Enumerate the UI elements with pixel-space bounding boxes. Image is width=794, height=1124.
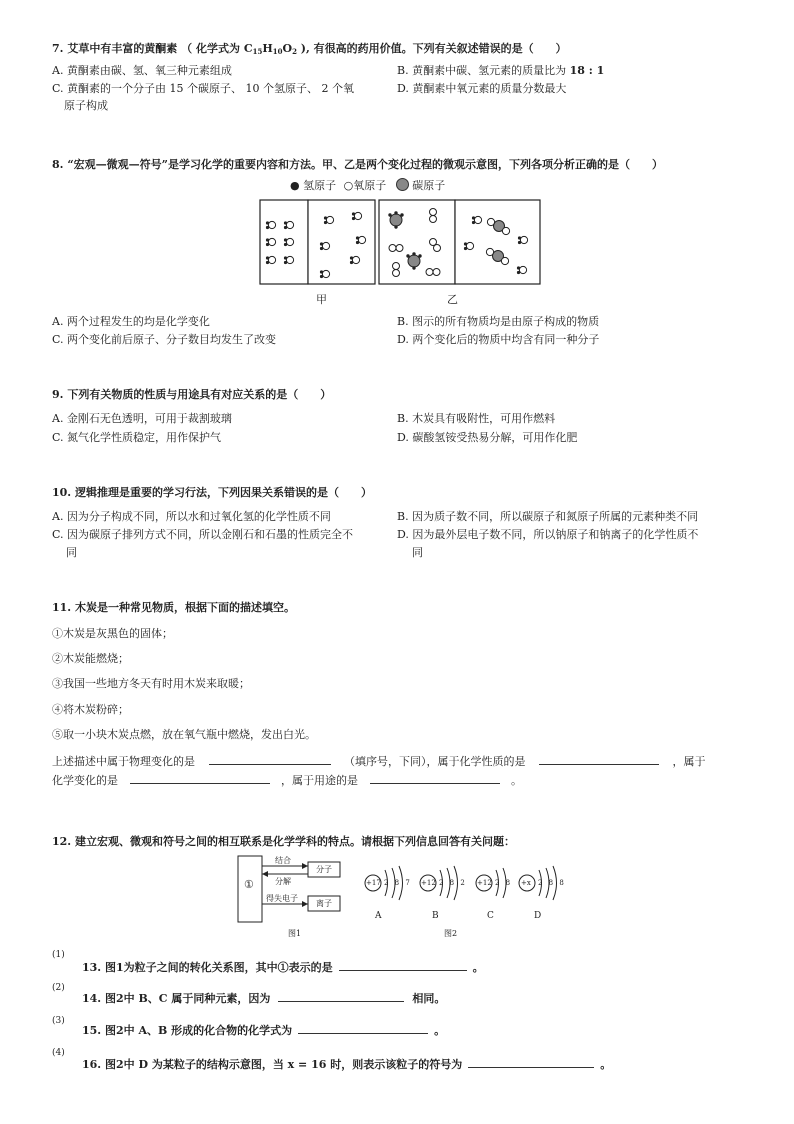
atom-b-label: B: [432, 911, 439, 921]
q11-item-2: ②木炭能燃烧；: [52, 652, 129, 665]
q7-stem-tail: ), 有很高的药用价值。下列有关叙述错误的是（ ）: [296, 42, 567, 55]
q12-stem: 12. 建立宏观、微观和符号之间的相互联系是化学学科的特点。请根据下列信息回答有关问题：: [52, 835, 515, 848]
q7-stem-text: 7. 艾草中有丰富的黄酮素 （ 化学式为: [52, 42, 244, 55]
q11-item-3: ③我国一些地方冬天有时用木炭来取暖；: [52, 677, 250, 690]
q7-option-c[interactable]: C. 黄酮素的一个分子由 15 个碳原子、 10 个氢原子、 2 个氧: [52, 82, 354, 95]
q12-sub2: 14. 图2中 B、C 属于同种元素，因为 相同。: [82, 989, 445, 1006]
q10-option-c[interactable]: C. 因为碳原子排列方式不同，所以金刚石和石墨的性质完全不: [52, 528, 354, 541]
q12-sub1: 13. 图1为粒子之间的转化关系图，其中①表示的是 。: [82, 958, 484, 975]
q12-sub1-number: (1): [52, 950, 65, 960]
q11-item-5: ⑤取一小块木炭点燃，放在氧气瓶中燃烧，发出白光。: [52, 728, 316, 741]
q10-option-d-cont: 同: [412, 546, 423, 559]
q7-option-c-cont: 原子构成: [64, 99, 108, 112]
q11-blank-chemical-property[interactable]: [539, 752, 659, 765]
q8-option-b[interactable]: B. 图示的所有物质均是由原子构成的物质: [397, 315, 600, 328]
q11-fill-line-2: 化学变化的是 ，属于用途的是 。: [52, 771, 522, 788]
atom-b-shells: 2 8 2: [439, 879, 467, 887]
q12-blank-1[interactable]: [339, 958, 467, 971]
q11-stem: 11. 木炭是一种常见物质，根据下面的描述填空。: [52, 601, 295, 614]
q7-option-a[interactable]: A. 黄酮素由碳、氢、氧三种元素组成: [52, 64, 232, 77]
q11-item-4: ④将木炭粉碎；: [52, 703, 129, 716]
carbon-circle-icon: [396, 178, 409, 191]
q12-sub4: 16. 图2中 D 为某粒子的结构示意图，当 x = 16 时，则表示该粒子的符号为 。: [82, 1055, 611, 1072]
q12-sub2-number: (2): [52, 983, 65, 993]
fig1-gain-lose-label: 得失电子: [266, 894, 298, 903]
q9-option-c[interactable]: C. 氮气化学性质稳定，用作保护气: [52, 431, 222, 444]
q12-sub4-number: (4): [52, 1048, 65, 1058]
fig1-combine-label: 结合: [275, 856, 291, 865]
q12-blank-2[interactable]: [278, 989, 404, 1002]
q8-legend: ● 氢原子 ○氧原子 碳原子: [290, 179, 446, 192]
q10-option-a[interactable]: A. 因为分子构成不同，所以水和过氧化氢的化学性质不同: [52, 510, 331, 523]
fig1-ion-label: 离子: [316, 899, 332, 908]
fig1-decompose-label: 分解: [275, 877, 291, 886]
fig2-caption: 图2: [444, 929, 458, 938]
q11-item-1: ①木炭是灰黑色的固体；: [52, 627, 173, 640]
q12-blank-3[interactable]: [298, 1021, 428, 1034]
atom-a-shells: 2 8 7: [384, 879, 412, 887]
atom-d-shells: 2 8 8: [538, 879, 566, 887]
q7-formula: $C_{15}H_{10}O_2$: [243, 42, 297, 56]
q7-option-b[interactable]: B. 黄酮素中碳、氢元素的质量比为 18 : 1: [397, 64, 605, 77]
q10-option-b[interactable]: B. 因为质子数不同，所以碳原子和氮原子所属的元素种类不同: [397, 510, 699, 523]
q8-option-c[interactable]: C. 两个变化前后原子、分子数目均发生了改变: [52, 333, 277, 346]
q9-stem: 9. 下列有关物质的性质与用途具有对应关系的是（ ）: [52, 388, 332, 401]
q9-option-b[interactable]: B. 木炭具有吸附性，可用作燃料: [397, 412, 556, 425]
q12-blank-4[interactable]: [468, 1055, 594, 1068]
q10-stem: 10. 逻辑推理是重要的学习行法，下列因果关系错误的是（ ）: [52, 486, 372, 499]
q9-option-a[interactable]: A. 金刚石无色透明，可用于裁割玻璃: [52, 412, 232, 425]
fig1-molecule-label: 分子: [316, 865, 332, 874]
q11-blank-usage[interactable]: [370, 771, 500, 784]
q8-stem: 8. “宏观—微观—符号”是学习化学的重要内容和方法。甲、乙是两个变化过程的微观示意图，下列各项分析正确的是（ ）: [52, 158, 663, 171]
fig1-circle-label: ①: [244, 878, 254, 891]
atom-d-label: D: [534, 911, 542, 921]
atom-a-nucleus: +17: [366, 879, 381, 887]
q11-blank-chemical-change[interactable]: [130, 771, 270, 784]
fig1-caption: 图1: [288, 929, 302, 938]
q10-option-d[interactable]: D. 因为最外层电子数不同，所以钠原子和钠离子的化学性质不: [397, 528, 699, 541]
atom-d-nucleus: +x: [521, 879, 531, 887]
q10-option-c-cont: 同: [66, 546, 77, 559]
q8-label-jia: 甲: [316, 293, 327, 306]
q12-sub3: 15. 图2中 A、B 形成的化合物的化学式为 。: [82, 1021, 445, 1038]
atom-c-shells: 2 8: [495, 879, 513, 887]
atom-b-nucleus: +12: [421, 879, 436, 887]
hydrogen-dot-icon: ●: [290, 179, 300, 192]
q8-diagram: [258, 198, 542, 288]
atom-c-nucleus: +12: [477, 879, 492, 887]
oxygen-circle-icon: ○: [343, 179, 354, 192]
atom-a-label: A: [375, 911, 382, 921]
q7-stem: [52, 40, 567, 56]
q9-option-d[interactable]: D. 碳酸氢铵受热易分解，可用作化肥: [397, 431, 578, 444]
q11-blank-physical-change[interactable]: [209, 752, 331, 765]
q11-fill-line-1: 上述描述中属于物理变化的是 （填序号，下同），属于化学性质的是 ，属于: [52, 752, 706, 769]
q8-label-yi: 乙: [447, 293, 458, 306]
q12-sub3-number: (3): [52, 1016, 65, 1026]
q8-option-a[interactable]: A. 两个过程发生的均是化学变化: [52, 315, 210, 328]
q8-option-d[interactable]: D. 两个变化后的物质中均含有同一种分子: [397, 333, 600, 346]
atom-c-label: C: [487, 911, 494, 921]
q7-option-d[interactable]: D. 黄酮素中氧元素的质量分数最大: [397, 82, 567, 95]
